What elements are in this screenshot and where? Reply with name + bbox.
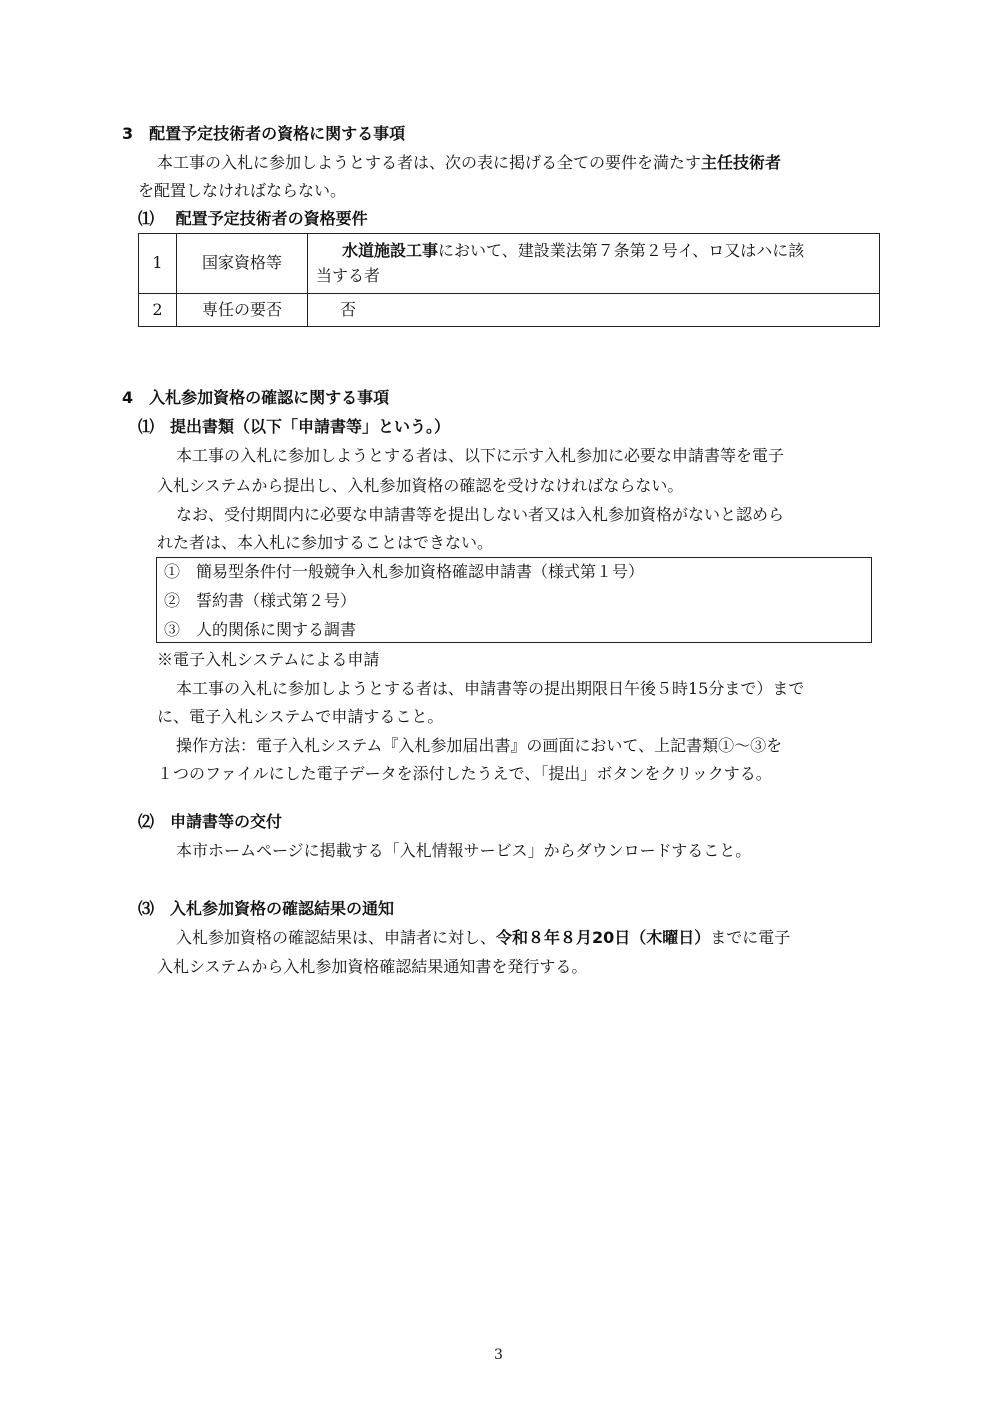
section4-heading: 4 入札参加資格の確認に関する事項 [122, 388, 390, 407]
chief-engineer-bold: 主任技術者 [701, 153, 782, 172]
table-row [139, 234, 880, 294]
section3-paragraph-line1 [157, 155, 781, 171]
qualification-table [138, 233, 880, 327]
section4-sub2-heading: ⑵ 申請書等の交付 [138, 812, 283, 831]
document-item-2: ② 誓約書（様式第２号） [164, 591, 357, 610]
section4-sub3-line1 [176, 930, 790, 946]
section3-heading: 3 配置予定技術者の資格に関する事項 [122, 124, 406, 143]
section4-para1-line1: 本工事の入札に参加しようとする者は、以下に示す入札参加に必要な申請書等を電子 [176, 446, 785, 465]
table-cell-no: 2 [139, 294, 177, 327]
sub3-text-tail: までに電子 [710, 928, 791, 947]
table-row [139, 294, 880, 327]
section4-sub2-text: 本市ホームページに掲載する「入札情報サービス」からダウンロードすること。 [176, 841, 752, 860]
water-facility-bold: 水道施設工事 [342, 240, 439, 260]
table-cell-no: 1 [139, 234, 177, 294]
table-value-text-line2: 当する者 [316, 265, 381, 285]
section4-sub3-heading: ⑶ 入札参加資格の確認結果の通知 [138, 899, 395, 918]
document-item-1: ① 簡易型条件付一般競争入札参加資格確認申請書（様式第１号） [164, 562, 645, 581]
table-cell-item: 国家資格等 [177, 234, 308, 294]
table-cell-value [308, 234, 880, 294]
table-cell-item: 専任の要否 [177, 294, 308, 327]
section3-paragraph-text: 本工事の入札に参加しようとする者は、次の表に掲げる全ての要件を満たす [157, 153, 702, 172]
section4-sub1-heading: ⑴ 提出書類（以下「申請書等」という。） [138, 417, 451, 436]
table-cell-value: 否 [308, 294, 880, 327]
section4-para2-line1: なお、受付期間内に必要な申請書等を提出しない者又は入札参加資格がないと認めら [176, 505, 785, 524]
notification-date-bold: 令和８年８月20日（木曜日） [496, 928, 711, 947]
sub3-text: 入札参加資格の確認結果は、申請者に対し、 [176, 928, 497, 947]
page-number: 3 [494, 1347, 503, 1363]
note-line2: に、電子入札システムで申請すること。 [157, 707, 444, 726]
section3-paragraph-line2: を配置しなければならない。 [138, 181, 347, 200]
note-line1: 本工事の入札に参加しようとする者は、申請書等の提出期限日午後５時15分まで）まで [176, 679, 805, 698]
section4-sub3-line2: 入札システムから入札参加資格確認結果通知書を発行する。 [157, 957, 588, 976]
operation-line2: １つのファイルにした電子データを添付したうえで、「提出」ボタンをクリックする。 [157, 764, 772, 783]
document-item-3: ③ 人的関係に関する調書 [164, 620, 357, 639]
operation-line1: 操作方法：電子入札システム『入札参加届出書』の画面において、上記書類①～③を [176, 736, 783, 755]
section4-para1-line2: 入札システムから提出し、入札参加資格の確認を受けなければならない。 [157, 476, 684, 495]
note-title: ※電子入札システムによる申請 [157, 650, 380, 669]
section4-para2-line2: れた者は、本入札に参加することはできない。 [157, 533, 494, 552]
table-value-text: において、建設業法第７条第２号イ、ロ又はハに該 [438, 240, 805, 260]
section3-sub1-heading: ⑴ 配置予定技術者の資格要件 [138, 209, 368, 228]
